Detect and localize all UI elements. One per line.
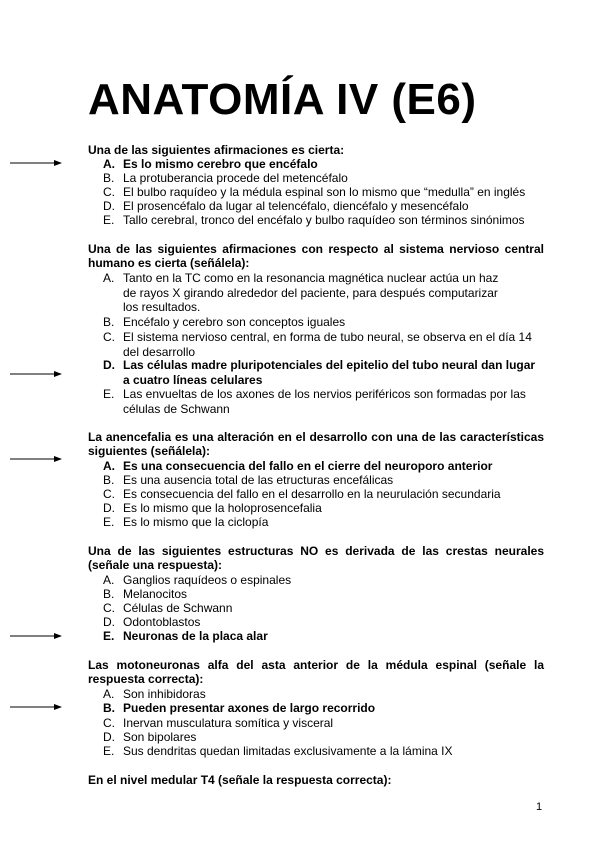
- question-4-option-e: [103, 629, 545, 644]
- question-5-option-a: [103, 687, 545, 702]
- option-text: Es lo mismo que la ciclopía: [123, 515, 269, 529]
- question-1-stem: Una de las siguientes afirmaciones es cierta:: [88, 143, 345, 157]
- option-text: Odontoblastos: [123, 615, 201, 629]
- question-6-stem: En el nivel medular T4 (señale la respuesta correcta):: [88, 773, 392, 787]
- question-2-option-e: [103, 387, 538, 416]
- option-text: Es consecuencia del fallo en el desarrollo en la neurulación secundaria: [123, 487, 501, 501]
- question-1-option-e: [103, 213, 545, 228]
- option-letter: B.: [103, 315, 115, 329]
- option-text: Inervan musculatura somítica y visceral: [123, 716, 334, 730]
- option-text: Células de Schwann: [123, 601, 233, 615]
- option-letter: E.: [103, 213, 115, 227]
- option-letter: E.: [103, 744, 115, 758]
- option-letter: B.: [103, 587, 115, 601]
- option-letter: D.: [103, 615, 115, 629]
- question-3-option-b: [103, 473, 545, 488]
- option-text: El sistema nervioso central, en forma de tubo neural, se observa en el día 14 del desarrollo: [123, 330, 532, 359]
- option-text: Encéfalo y cerebro son conceptos iguales: [123, 315, 346, 329]
- question-4-option-d: [103, 615, 545, 630]
- question-4-option-b: [103, 587, 545, 602]
- option-letter: A.: [103, 157, 115, 171]
- answer-arrow-icon: [10, 630, 62, 642]
- option-text: Son inhibidoras: [123, 687, 206, 701]
- option-letter: C.: [103, 716, 115, 730]
- question-1-option-b: [103, 171, 545, 186]
- document-title: ANATOMÍA IV (E6): [88, 75, 477, 124]
- option-text: Es una consecuencia del fallo en el cierre del neuroporo anterior: [123, 459, 493, 473]
- question-4-option-a: [103, 573, 545, 588]
- answer-arrow-icon: [10, 157, 62, 169]
- question-5-option-b: [103, 701, 545, 716]
- option-letter: B.: [103, 171, 115, 185]
- question-2-option-a: [103, 271, 513, 315]
- option-letter: C.: [103, 487, 115, 501]
- option-text: El bulbo raquídeo y la médula espinal son lo mismo que “medulla” en inglés: [123, 185, 526, 199]
- question-3-option-a: [103, 459, 545, 474]
- question-4-option-c: [103, 601, 545, 616]
- question-5-option-e: [103, 744, 545, 759]
- option-text: La protuberancia procede del metencéfalo: [123, 171, 348, 185]
- question-1-option-c: [103, 185, 545, 200]
- question-5-option-c: [103, 716, 545, 731]
- option-text: Tanto en la TC como en la resonancia magnética nuclear actúa un haz de rayos X girando alrededor del paciente, para después computarizar los resultados.: [123, 271, 499, 314]
- option-letter: D.: [103, 730, 115, 744]
- question-2-stem: Una de las siguientes afirmaciones con respecto al sistema nervioso central humano es cierta (señálela):: [88, 242, 544, 270]
- option-letter: A.: [103, 687, 115, 701]
- answer-arrow-icon: [10, 368, 62, 380]
- option-letter: E.: [103, 387, 115, 401]
- option-text: Melanocitos: [123, 587, 188, 601]
- option-letter: B.: [103, 473, 115, 487]
- option-text: Es una ausencia total de las etructuras encefálicas: [123, 473, 394, 487]
- option-letter: A.: [103, 271, 115, 285]
- option-text: Es lo mismo cerebro que encéfalo: [123, 157, 318, 171]
- question-1-option-a: [103, 157, 545, 172]
- question-2-option-c: [103, 330, 543, 359]
- option-text: Tallo cerebral, tronco del encéfalo y bulbo raquídeo son términos sinónimos: [123, 213, 525, 227]
- question-3-option-e: [103, 515, 545, 530]
- option-letter: C.: [103, 185, 115, 199]
- option-letter: C.: [103, 601, 115, 615]
- answer-arrow-icon: [10, 453, 62, 465]
- page-number: 1: [536, 801, 543, 813]
- option-letter: A.: [103, 573, 115, 587]
- question-1-option-d: [103, 199, 545, 214]
- option-text: Las envueltas de los axones de los nervios periféricos son formadas por las células de Schwann: [123, 387, 526, 416]
- option-letter: E.: [103, 515, 115, 529]
- option-letter: C.: [103, 330, 115, 344]
- option-text: Ganglios raquídeos o espinales: [123, 573, 292, 587]
- option-text: Sus dendritas quedan limitadas exclusivamente a la lámina IX: [123, 744, 453, 758]
- question-5-stem: Las motoneuronas alfa del asta anterior de la médula espinal (señale la respuesta correcta):: [88, 658, 544, 686]
- option-text: Es lo mismo que la holoprosencefalia: [123, 501, 322, 515]
- question-3-option-c: [103, 487, 545, 502]
- question-5-option-d: [103, 730, 545, 745]
- option-text: Son bipolares: [123, 730, 197, 744]
- option-text: El prosencéfalo da lugar al telencéfalo, diencéfalo y mesencéfalo: [123, 199, 469, 213]
- option-text: Neuronas de la placa alar: [123, 629, 268, 643]
- question-2-option-b: [103, 315, 545, 330]
- option-letter: D.: [103, 501, 115, 515]
- option-letter: B.: [103, 701, 115, 715]
- question-2-option-d: [103, 358, 545, 387]
- question-3-stem: La anencefalia es una alteración en el desarrollo con una de las características siguientes (señálela):: [88, 430, 544, 458]
- answer-arrow-icon: [10, 701, 62, 713]
- option-letter: D.: [103, 199, 115, 213]
- option-letter: E.: [103, 629, 115, 643]
- question-3-option-d: [103, 501, 545, 516]
- question-4-stem: Una de las siguientes estructuras NO es derivada de las crestas neurales (señale una respuesta):: [88, 544, 544, 572]
- option-letter: D.: [103, 358, 115, 372]
- option-text: Las células madre pluripotenciales del epitelio del tubo neural dan lugar a cuatro líneas celulares: [123, 358, 536, 387]
- option-letter: A.: [103, 459, 115, 473]
- option-text: Pueden presentar axones de largo recorrido: [123, 701, 376, 715]
